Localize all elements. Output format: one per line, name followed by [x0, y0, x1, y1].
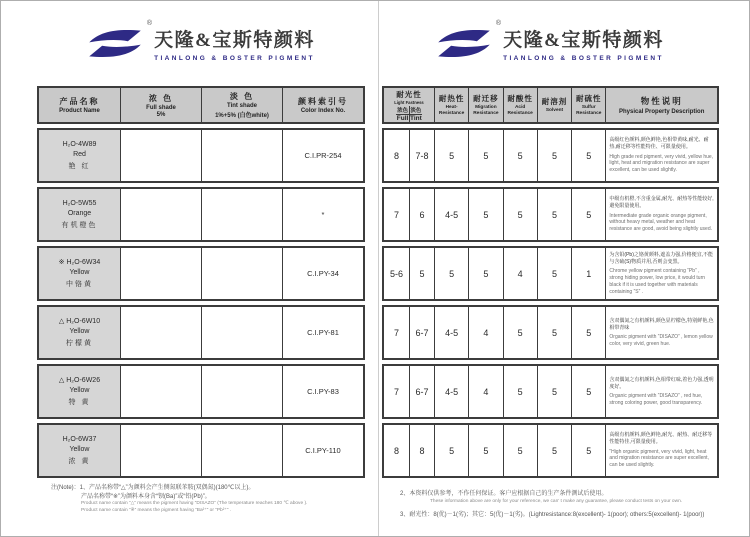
rating-acid: 5 — [503, 366, 537, 417]
rating-sulfur: 5 — [571, 425, 605, 476]
description-en: Organic pigment with “DISAZO” , red hue, strong coloring power, good transparency. — [609, 393, 703, 406]
product-color-en: Orange — [67, 209, 92, 217]
header-light-fastness — [384, 88, 434, 122]
description-zh: 为含铅(Pb)之铬黄颜料,遮盖力强,价格便宜,不能与含硫(S)物质并用,否则会变黑。 — [609, 251, 714, 265]
product-color-en: Red — [73, 150, 86, 158]
rating-heat: 4-5 — [434, 366, 468, 417]
header-tint-shade — [201, 88, 282, 122]
rating-light-tint: 6-7 — [409, 307, 434, 358]
product-code-text: H₂O-4W89 — [62, 140, 97, 148]
note-line: Product name contain “※” means the pigment having “Ba²⁺” or “Pb²⁺” . — [81, 508, 232, 514]
full-shade-swatch — [120, 189, 201, 240]
rating-migration: 5 — [468, 425, 502, 476]
header-full-zh: 浓 色 — [148, 93, 174, 103]
header-migration-en: Migration Resistance — [473, 104, 499, 116]
rating-light-tint: 7-8 — [409, 130, 434, 181]
rating-sulfur: 1 — [571, 248, 605, 299]
full-shade-swatch — [120, 307, 201, 358]
rating-light-full: 7 — [393, 327, 399, 338]
brand-name-en: TIANLONG & BOSTER PIGMENT — [503, 55, 664, 62]
rating-solvent: 5 — [537, 189, 571, 240]
header-tint-zh: 淡 色 — [229, 92, 255, 101]
color-index-cell: C.I.PY-81 — [282, 307, 363, 358]
rating-solvent: 5 — [537, 425, 571, 476]
table-row — [37, 246, 365, 301]
rating-sulfur: 5 — [571, 366, 605, 417]
product-code — [59, 376, 100, 384]
rating-heat: 4-5 — [434, 189, 468, 240]
property-description-cell — [605, 366, 717, 417]
product-prefix: △ — [58, 377, 65, 384]
tint-shade-swatch — [201, 130, 282, 181]
table-row — [37, 364, 365, 419]
table-row — [37, 305, 365, 360]
product-table — [37, 86, 365, 478]
table-row — [382, 423, 719, 478]
table-row — [37, 187, 365, 242]
registered-mark: ® — [146, 20, 153, 27]
header-desc-zh: 物性说明 — [640, 96, 683, 106]
header-acid-zh: 耐酸性 — [507, 93, 533, 103]
header-migration-resistance — [468, 88, 502, 122]
rating-light-full: 5-6 — [389, 268, 403, 279]
header-heat-en: Heat-Resistance — [438, 104, 465, 116]
product-color-en: Yellow — [69, 445, 90, 453]
description-en: Intermediate grade organic orange pigment, without heavy metal, weather and heat resistance are good, avoid being slightly used. — [609, 212, 712, 233]
header-heat-resistance — [434, 88, 468, 122]
rating-migration: 4 — [468, 366, 502, 417]
header-sulfur-resistance — [571, 88, 605, 122]
header-light-en: Light Fastness — [394, 100, 424, 105]
table-row — [382, 246, 719, 301]
rating-acid: 5 — [503, 189, 537, 240]
note-line: 产品名称带“※”为颜料本身含“钡(Ba)”或“铅(Pb)”。 — [81, 493, 211, 500]
table-row — [37, 128, 365, 183]
color-index-cell: C.I.PY-110 — [282, 425, 363, 476]
rating-solvent: 5 — [537, 307, 571, 358]
rating-sulfur: 5 — [571, 307, 605, 358]
header-solvent-en: Solvent — [545, 107, 564, 113]
header-acid-resistance — [503, 88, 537, 122]
page-left — [31, 1, 371, 537]
rating-heat: 5 — [434, 130, 468, 181]
rating-heat: 5 — [434, 248, 468, 299]
property-description-cell — [605, 307, 717, 358]
rating-sulfur: 5 — [571, 189, 605, 240]
note-line: 注(Note)：1、产品名称带“△”为颜料会产生侧氮联苯胺(双偶氮)(180℃以上)。 — [51, 485, 255, 491]
description-en: Chrome yellow pigment containing “Pb” , strong hiding power, low price, it would turn black if it is used together with materials containing “S” . — [609, 268, 706, 295]
notes-left — [51, 484, 369, 515]
header-tint-sub: 1%+5% (白色white) — [215, 113, 269, 119]
table-row — [37, 423, 365, 478]
tint-shade-swatch — [201, 307, 282, 358]
product-prefix: ※ — [58, 259, 65, 266]
subheader-tint-zh: 淡色 — [410, 108, 422, 114]
property-table — [382, 86, 719, 478]
rating-migration: 4 — [468, 307, 502, 358]
product-code-text: H₂O-6W26 — [66, 377, 101, 384]
product-name-cell — [39, 425, 120, 476]
product-code — [63, 200, 97, 207]
header-light-zh: 耐光性 — [396, 90, 422, 99]
color-index-cell: * — [282, 189, 363, 240]
product-code-text: H₂O-6W10 — [66, 318, 101, 325]
product-name-zh: 艳 红 — [68, 162, 91, 170]
product-color-en: Yellow — [69, 328, 90, 335]
rating-light-tint: 6-7 — [409, 366, 434, 417]
description-zh: 含双偶氮之有机颜料,颜色显柠檬色,特别鲜艳,色相带青味 — [609, 317, 714, 331]
header-product-zh: 产品名称 — [59, 97, 100, 106]
description-en: Organic pigment with “DISAZO” , lemon yellow color, very vivid, green hue. — [609, 334, 713, 347]
property-description-cell — [605, 130, 717, 181]
rating-light-full: 7 — [393, 386, 399, 397]
description-zh: 含双偶氮之有机颜料,色相带红味,着色力强,透明度好。 — [609, 376, 714, 390]
product-table-header — [37, 86, 365, 124]
property-description-cell — [605, 189, 717, 240]
rating-acid: 5 — [503, 307, 537, 358]
rating-light-tint: 8 — [409, 425, 434, 476]
product-prefix: △ — [58, 318, 65, 325]
note-line: 3、耐光性：8(优)－1(劣)；其它：5(优)－1(劣)。(Lightresistance:8(excellent)- 1(poor); others:5(excellent)- 1(poor)) — [400, 512, 705, 519]
note-line: Product name contain “△” means the pigment having “DISAZO” (The temperature reaches 180 ℃ above ). — [81, 501, 308, 507]
rating-solvent: 5 — [537, 366, 571, 417]
tint-shade-swatch — [201, 248, 282, 299]
header-acid-en: Acid Resistance — [507, 104, 533, 116]
product-code-text: H₂O-6W34 — [66, 259, 101, 266]
brand-name-zh: 天隆&宝斯特颜料 — [503, 30, 664, 51]
header-desc-en: Physical Property Description — [619, 109, 705, 115]
rating-solvent: 5 — [537, 130, 571, 181]
product-name-cell — [39, 307, 120, 358]
description-en: High grade red pigment, very vivid, yellow hue, light, heat and migration resistance are super excellent, can be used slightly. — [609, 153, 714, 174]
header-physical-property — [605, 88, 717, 122]
header-full-en: Full shade — [146, 104, 176, 111]
product-name-zh: 特 黄 — [68, 399, 91, 406]
rating-solvent: 5 — [537, 248, 571, 299]
rating-acid: 5 — [503, 130, 537, 181]
product-color-en: Yellow — [69, 387, 90, 394]
color-index-cell: C.I.PR-254 — [282, 130, 363, 181]
product-name-cell — [39, 248, 120, 299]
rating-heat: 5 — [434, 425, 468, 476]
description-zh: 中级有机橙,不含重金属,耐光、耐热等性能较好,避免限量使用。 — [609, 196, 714, 210]
brand-text — [503, 25, 664, 62]
subheader-full-en: Full — [396, 115, 409, 122]
rating-migration: 5 — [468, 130, 502, 181]
property-description-cell — [605, 248, 717, 299]
product-code — [59, 258, 101, 266]
header-color-index — [282, 88, 363, 122]
notes-right — [400, 490, 718, 520]
product-name-zh: 柠檬黄 — [66, 340, 93, 347]
z-swoosh-icon — [436, 25, 492, 62]
header-full-shade — [120, 88, 201, 122]
header-sulfur-en: Sulfur Resistance — [576, 104, 602, 116]
header-migration-zh: 耐迁移 — [473, 93, 499, 103]
z-swoosh-icon — [87, 25, 143, 62]
description-zh: 高级红色颜料,颜色鲜艳,色相带黄味,耐光、耐热,耐迁移等性能特佳、可限量使用。 — [609, 137, 709, 151]
brand-logo-mark — [436, 20, 502, 62]
tint-shade-swatch — [201, 189, 282, 240]
rating-acid: 4 — [503, 248, 537, 299]
property-table-header — [382, 86, 719, 124]
table-row — [382, 128, 719, 183]
header-ci-zh: 颜料索引号 — [298, 97, 348, 106]
product-code — [63, 436, 97, 443]
description-en: “High organic pigment, very vivid, light, heat and migration resistance are super excellent, can be used slightly. — [609, 448, 709, 469]
header-product-en: Product Name — [59, 108, 100, 114]
tint-shade-swatch — [201, 366, 282, 417]
brand-text — [154, 25, 315, 62]
color-index-cell: C.I.PY-34 — [282, 248, 363, 299]
header-sulfur-zh: 耐硫性 — [576, 93, 602, 103]
full-shade-swatch — [120, 366, 201, 417]
note-line: 2、本资料仅供参考，不作任何保证。客户应根据自己的生产条件测试后使用。 — [400, 491, 608, 497]
brand-logo-mark — [87, 20, 153, 62]
light-fastness-subheader — [396, 106, 422, 122]
rating-light-tint: 5 — [409, 248, 434, 299]
brand-header — [380, 20, 720, 62]
header-full-sub: 5% — [156, 111, 166, 118]
rating-light-full: 7 — [393, 209, 399, 220]
product-code — [59, 317, 100, 325]
rating-light-full: 8 — [393, 445, 399, 456]
rating-migration: 5 — [468, 189, 502, 240]
rating-light-full: 8 — [393, 150, 399, 161]
product-code-text: H₂O-5W55 — [62, 199, 97, 207]
table-row — [382, 364, 719, 419]
full-shade-swatch — [120, 248, 201, 299]
header-solvent — [537, 88, 571, 122]
note-line: These information above are only for your reference, we can’ t make any guarantee, please conduct tests on your own. — [430, 498, 683, 504]
product-name-zh: 有机橙色 — [61, 221, 98, 229]
property-description-cell — [605, 425, 717, 476]
header-ci-en: Color Index No. — [300, 108, 346, 114]
product-color-en: Yellow — [69, 269, 90, 276]
table-row — [382, 187, 719, 242]
header-product-name — [39, 88, 120, 122]
product-code — [63, 141, 97, 148]
registered-mark: ® — [495, 20, 502, 27]
tint-shade-swatch — [201, 425, 282, 476]
full-shade-swatch — [120, 130, 201, 181]
color-index-cell: C.I.PY-83 — [282, 366, 363, 417]
table-row — [382, 305, 719, 360]
rating-heat: 4-5 — [434, 307, 468, 358]
page-divider — [378, 1, 379, 536]
product-name-cell — [39, 189, 120, 240]
description-zh: 高级有机颜料,颜色鲜艳,耐光、耐热、耐迁移等性能特佳,可限量使用。 — [609, 432, 713, 446]
brand-name-en: TIANLONG & BOSTER PIGMENT — [154, 55, 315, 62]
page-right — [380, 1, 720, 537]
rating-light-tint: 6 — [409, 189, 434, 240]
full-shade-swatch — [120, 425, 201, 476]
header-solvent-zh: 耐溶剂 — [541, 96, 568, 106]
rating-migration: 5 — [468, 248, 502, 299]
rating-sulfur: 5 — [571, 130, 605, 181]
brand-header — [31, 20, 371, 62]
subheader-full-zh: 浓色 — [397, 108, 409, 114]
product-name-zh: 中铬黄 — [66, 281, 93, 288]
product-name-zh: 浓 黄 — [68, 457, 91, 465]
brand-name-zh: 天隆&宝斯特颜料 — [154, 30, 315, 51]
subheader-tint-en: Tint — [409, 115, 422, 122]
rating-acid: 5 — [503, 425, 537, 476]
header-tint-en: Tint shade — [227, 103, 257, 109]
product-name-cell — [39, 130, 120, 181]
product-name-cell — [39, 366, 120, 417]
product-code-text: H₂O-6W37 — [62, 435, 97, 443]
header-heat-zh: 耐热性 — [438, 93, 465, 103]
